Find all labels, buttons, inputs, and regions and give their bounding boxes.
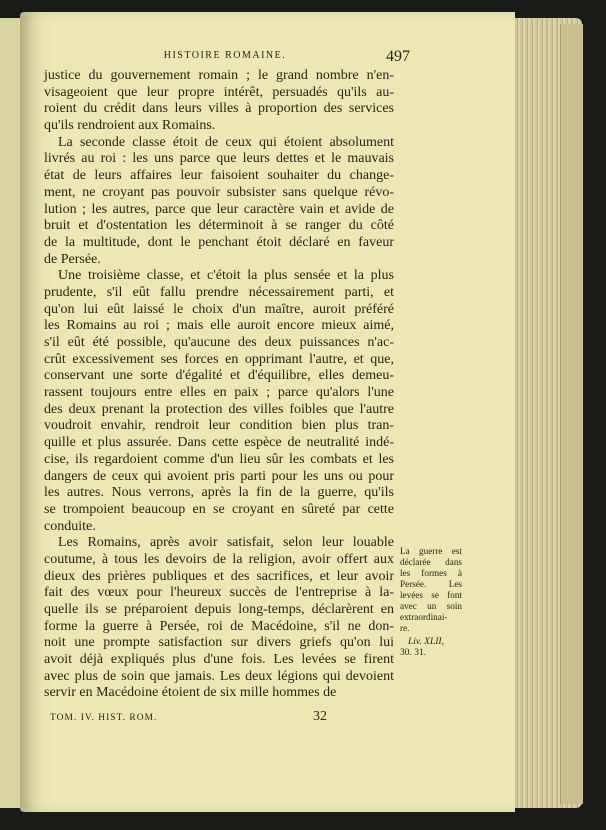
text-line: voudroit envahir, rendroit leur condition bien plus tran- xyxy=(44,418,394,434)
margin-note-line: avec un soin xyxy=(400,601,462,611)
text-line: roient du crédit dans leurs villes à proportion des services xyxy=(44,101,394,117)
page-number: 497 xyxy=(386,48,410,65)
text-line: noit une prompte satisfaction sur divers griefs qu'on lui xyxy=(44,635,394,651)
text-line: prudente, s'il eût fallu prendre nécessairement parti, et xyxy=(44,284,394,300)
text-line: crût excessivement ses forces en opprimant l'autre, et que, xyxy=(44,351,394,367)
text-line: quelle ils se préparoient depuis long-temps, déclarèrent en xyxy=(44,602,394,617)
text-line: servir en Macédoine étoient de six mille hommes de xyxy=(44,685,337,701)
text-line: de Persée. xyxy=(44,251,101,267)
text-line: livrés au roi : les uns parce que leurs dettes et le mauvais xyxy=(44,151,394,167)
footer-signature: TOM. IV. HIST. ROM. xyxy=(50,713,158,723)
text-line: lution ; les autres, parce que leur caractère vain et avide de xyxy=(44,201,394,217)
text-line: forme la guerre à Persée, roi de Macédoine, s'il ne don- xyxy=(44,618,394,634)
margin-note-line: Persée. Les xyxy=(400,579,462,589)
text-line: Les Romains, après avoir satisfait, selon leur louable xyxy=(58,535,394,551)
text-line: avec plus de soin que jamais. Les deux légions qui devoient xyxy=(44,668,394,684)
text-line: de la multitude, dont le penchant étoit déclaré en faveur xyxy=(44,234,394,250)
text-line: ment, ne croyant pas pouvoir subsister sans quelque révo- xyxy=(44,184,394,200)
paragraph xyxy=(44,68,394,135)
text-line: cise, ils regardoient comme d'un lieu sûr les combats et les xyxy=(44,451,394,467)
paragraph xyxy=(44,135,394,269)
text-line: avoit déjà expliqués plus d'une fois. Les levées se firent xyxy=(44,652,394,668)
text-line: les Romains au roi ; mais elle auroit encore mieux aimé, xyxy=(44,318,394,334)
text-line: conduite. xyxy=(44,518,96,534)
margin-reference xyxy=(400,637,462,659)
text-line: qu'ils rendroient aux Romains. xyxy=(44,118,216,134)
margin-note-line: levées se font xyxy=(400,590,462,600)
running-title: HISTOIRE ROMAINE. xyxy=(163,50,287,61)
reference-line: Liv. XLII, xyxy=(408,637,444,647)
text-line: s'il eût été possible, qu'aucune des deux puissances n'ac- xyxy=(44,335,394,350)
text-line: quille et plus assurée. Dans cette espèce de neutralité indé- xyxy=(44,435,394,451)
signature-mark: 32 xyxy=(313,709,327,724)
text-line: Une troisième classe, et c'étoit la plus sensée et la plus xyxy=(58,268,394,284)
text-line: qu'on lui eût laissé le choix d'un maître, auroit préféré xyxy=(44,301,394,317)
margin-note-line: extraordinai- xyxy=(400,612,448,622)
paragraph xyxy=(44,268,394,535)
text-line: état de leurs affaires leur faisoient souhaiter du change- xyxy=(44,168,394,184)
text-line: rassent toujours entre elles en paix ; parce qu'alors l'une xyxy=(44,385,394,401)
body-text xyxy=(44,68,394,702)
margin-note xyxy=(400,546,462,659)
text-line: des deux prenant la protection des villes foibles que l'autre xyxy=(44,401,394,417)
text-line: dieux des prières publiques et des sacrifices, et leur avoir xyxy=(44,568,394,584)
text-line: se trompoient beaucoup en se croyant en sûreté par cette xyxy=(44,501,394,517)
text-line: fait des vœux pour l'heureux succès de l'entreprise à la- xyxy=(44,585,394,601)
text-line: justice du gouvernement romain ; le grand nombre n'en- xyxy=(44,68,394,83)
paragraph xyxy=(44,535,394,702)
text-line: La seconde classe étoit de ceux qui étoient absolument xyxy=(58,134,394,150)
text-line: coutume, à tous les devoirs de la religion, avoir offert aux xyxy=(44,551,394,567)
binding-gutter xyxy=(0,18,22,808)
text-line: les autres. Nous verrons, après la fin de la guerre, qu'ils xyxy=(44,485,394,501)
text-line: bruit et d'ostentation les déterminoit à se ranger du côté xyxy=(44,218,394,234)
text-line: conservant une sorte d'égalité et d'équilibre, elles demeu- xyxy=(44,368,394,384)
margin-note-line: les formes à xyxy=(400,568,462,578)
margin-note-line: re. xyxy=(400,623,410,633)
text-line: visageoient que leur propre intérêt, persuadés qu'ils au- xyxy=(44,84,394,100)
text-line: dangers de ceux qui avoient pris parti pour les uns ou pour xyxy=(44,468,394,484)
margin-note-line: La guerre est xyxy=(400,546,462,556)
margin-note-line: déclarée dans xyxy=(400,557,462,567)
reference-line: 30. 31. xyxy=(400,648,427,658)
book-fore-edge xyxy=(560,24,583,804)
